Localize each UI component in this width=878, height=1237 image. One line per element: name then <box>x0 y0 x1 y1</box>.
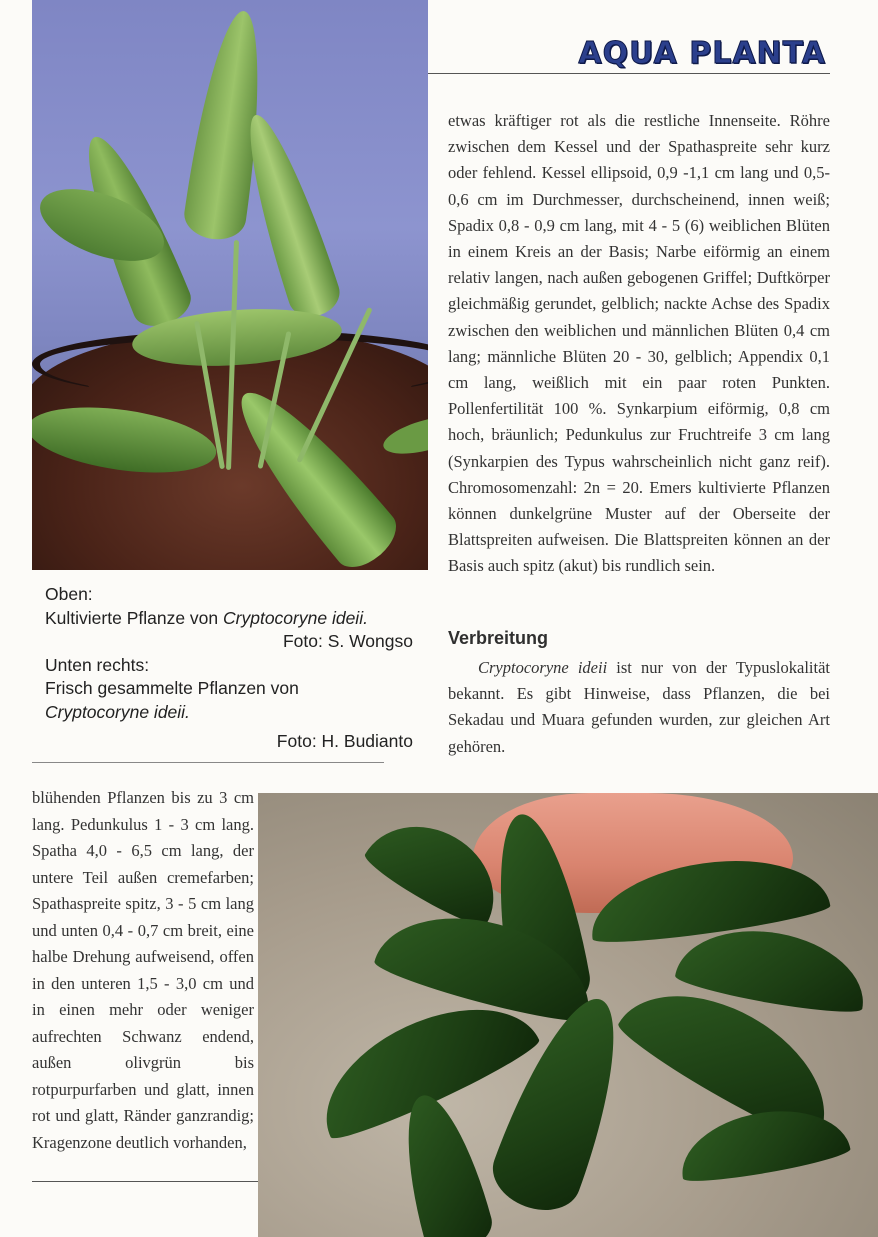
leaf <box>674 1099 852 1188</box>
caption-bottom-credit: Foto: H. Budianto <box>276 731 413 751</box>
caption-divider <box>32 762 384 763</box>
footer-divider <box>32 1181 258 1182</box>
distribution-body: ist nur von der Typuslokalität bekannt. Es gibt Hinweise, dass Pflanzen, die bei Sekadau und Muara gefunden wurden, zur gleichen Art gehören. <box>448 658 830 756</box>
article-text-right: etwas kräftiger rot als die restliche Innenseite. Röhre zwischen dem Kessel und der Spathaspreite sehr kurz oder fehlend. Kessel ellipsoid, 0,9 -1,1 cm lang und 0,5-0,6 cm im Durchmesser, durchscheinend, innen weiß; Spadix 0,8 - 0,9 cm lang, mit 4 - 5 (6) weiblichen Blüten in einem Kreis an der Basis; Narbe eiförmig an einem relativ langen, nach außen gebogenen Griffel; Duftkörper gleichmäßig gerundet, gelblich; nackte Achse des Spadix zwischen den weiblichen und männlichen Blüten 0,4 cm lang; männliche Blüten 20 - 30, gelblich; Appendix 0,1 cm lang, weißlich mit ein paar roten Punkten. Pollenfertilität 100 %. Synkarpium eiförmig, 0,8 cm hoch, bräunlich; Pedunkulus zur Fruchtreife 3 cm lang (Synkarpien des Typus wahrscheinlich nicht ganz reif). Chromosomenzahl: 2n = 20. Emers kultivierte Pflanzen können dunkelgrüne Muster auf der Oberseite der Blattspreiten aufweisen. Die Blattspreiten können an der Basis auch spitz (akut) bis rundlich sein. <box>448 111 830 576</box>
caption-top-species: Cryptocoryne ideii. <box>223 607 368 628</box>
distribution-text <box>448 655 830 760</box>
species-name: Cryptocoryne ideii <box>478 658 608 677</box>
caption-top <box>45 607 413 631</box>
caption-top-credit: Foto: S. Wongso <box>282 631 413 651</box>
section-heading-distribution: Verbreitung <box>448 628 549 648</box>
caption-bottom-text: Frisch gesammelte Pflanzen von <box>45 678 299 698</box>
photo-collected-plants <box>258 793 878 1237</box>
header-divider <box>428 73 830 74</box>
photo-captions <box>45 583 413 754</box>
caption-top-text: Kultivierte Pflanze von <box>45 607 224 628</box>
caption-top-label: Oben: <box>45 584 93 604</box>
magazine-brand: AQUA PLANTA <box>578 36 826 71</box>
caption-bottom-label: Unten rechts: <box>45 654 150 675</box>
caption-bottom-species: Cryptocoryne ideii. <box>45 701 190 722</box>
article-text-left: blühenden Pflanzen bis zu 3 cm lang. Pedunkulus 1 - 3 cm lang. Spatha 4,0 - 6,5 cm lang, der untere Teil außen cremefarben; Spathaspreite spitz, 3 - 5 cm lang und unten 0,4 - 0,7 cm breit, eine halbe Drehung aufweisend, offen in den unteren 1,5 - 3,0 cm und in einen mehr oder weniger aufrechten Schwanz endend, außen olivgrün bis rotpurpurfarben und glatt, innen rot und glatt, Ränder ganzrandig; Kragenzone deutlich vorhanden, <box>32 788 254 1152</box>
photo-cultivated-plant <box>32 0 428 570</box>
